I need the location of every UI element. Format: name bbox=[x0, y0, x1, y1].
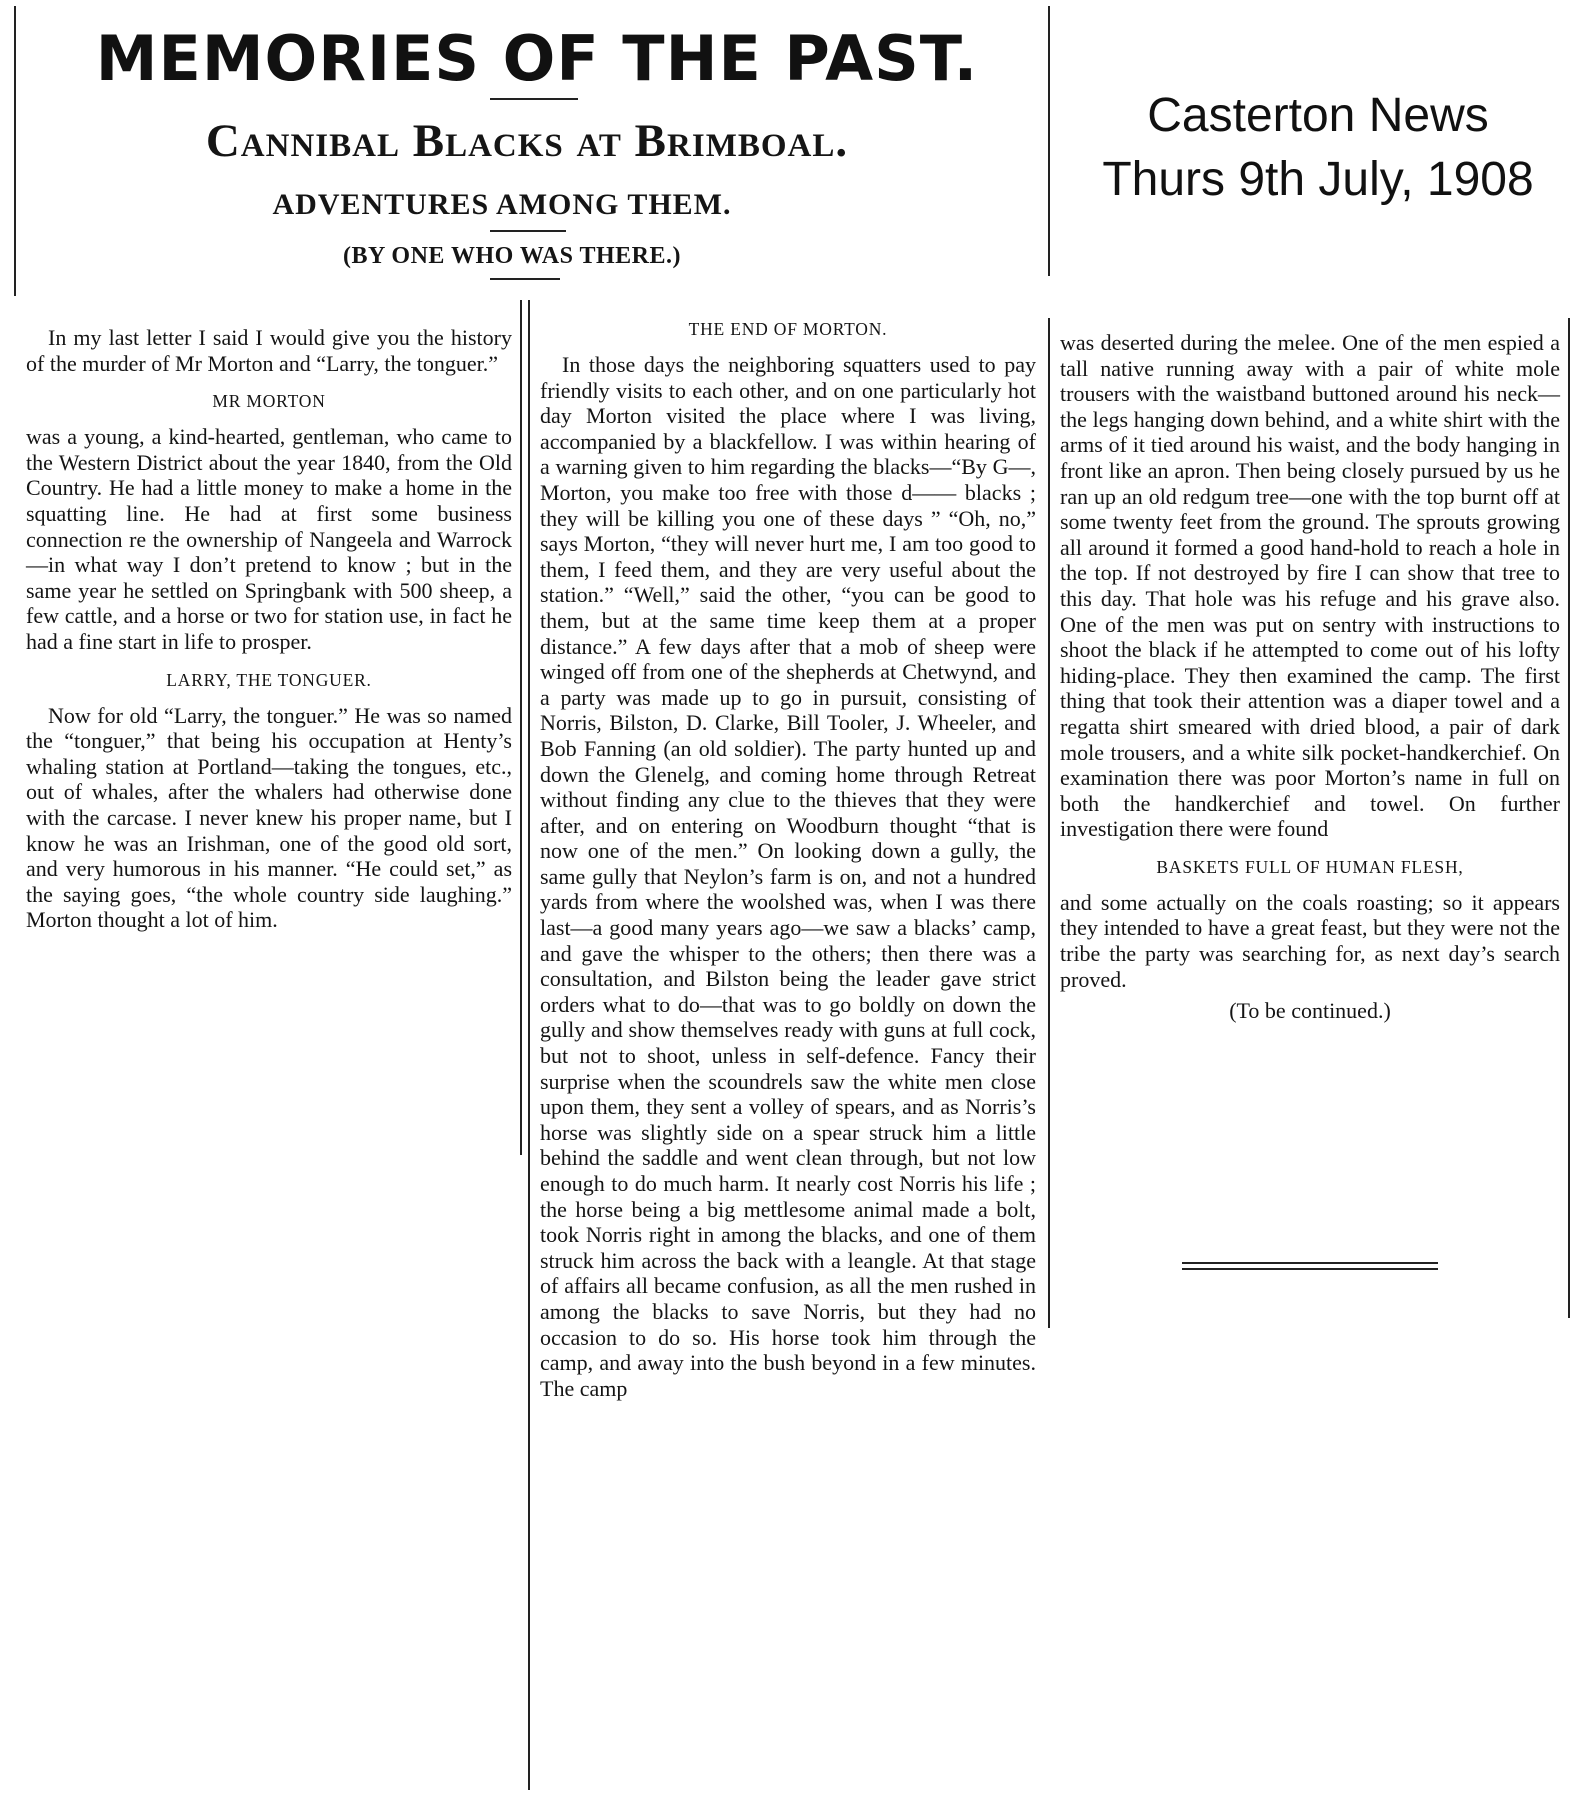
paragraph-feast: and some actually on the coals roasting; so it appears they intended to have a great feast, but they were not the tribe the party was searching for, as next day’s search proved. bbox=[1060, 889, 1560, 992]
deck: ADVENTURES AMONG THEM. bbox=[272, 188, 732, 221]
headline: MEMORIES OF THE PAST. bbox=[95, 22, 979, 95]
byline: (BY ONE WHO WAS THERE.) bbox=[342, 243, 682, 269]
intro-paragraph: In my last letter I said I would give you the history of the murder of Mr Morton and “Larry, the tonguer.” bbox=[26, 325, 512, 376]
section-heading-end-of-morton: THE END OF MORTON. bbox=[688, 319, 888, 339]
masthead-right-border bbox=[1048, 6, 1050, 276]
byline-rule bbox=[490, 278, 560, 280]
headline-rule bbox=[490, 98, 578, 100]
to-be-continued: (To be continued.) bbox=[1229, 998, 1391, 1024]
source-caption bbox=[1058, 84, 1578, 212]
section-heading-mr-morton: MR MORTON bbox=[212, 391, 326, 412]
column-rule-1 bbox=[520, 300, 522, 1155]
paragraph-larry: Now for old “Larry, the tonguer.” He was so named the “tonguer,” that being his occupation at Henty’s whaling station at Portland—taking the tongues, etc., out of whales, after the whalers had otherwise done with the carcase. I never knew his proper name, but I know he was an Irishman, one of the good old sort, and very humorous in his manner. “He could set,” as the saying goes, “the whole country side laughing.” Morton thought a lot of him. bbox=[26, 702, 512, 933]
deck-rule bbox=[490, 230, 566, 232]
column-3 bbox=[1060, 330, 1560, 1024]
end-rule-top bbox=[1182, 1262, 1438, 1264]
caption-publication: Casterton News bbox=[1147, 89, 1489, 142]
masthead-left-border bbox=[14, 6, 16, 296]
masthead bbox=[12, 8, 1052, 300]
end-rule-bottom bbox=[1182, 1268, 1438, 1270]
paragraph-end-of-morton: In those days the neighboring squatters used to pay friendly visits to each other, and on one particularly hot day Morton visited the place where I was living, accompanied by a blackfellow. I was within hearing of a warning given to him regarding the blacks—“By G—, Morton, you make too free with those d—— blacks ; they will be killing you one of these days ” “Oh, no,” says Morton, “they will never hurt me, I am too good to them, I feed them, and they are very useful about the station.” “Well,” said the other, “you can be good to them, but at the same time keep them at a proper distance.” A few days after that a mob of sheep were winged off from one of the shepherds at Chetwynd, and a party was made up to go in pursuit, consisting of Norris, Bilston, D. Clarke, Bill Tooler, J. Wheeler, and Bob Fanning (an old soldier). The party hunted up and down the Glenelg, and coming home through Retreat without finding any clue to the thieves that they were after, and on entering on Woodburn thought “that is now one of the men.” On looking down a gully, the same gully that Neylon’s farm is on, and not a hundred yards from where the woolshed was, when I was there last—a good many years ago—we saw a blacks’ camp, and gave the whisper to the others; then there was a consultation, and Bilston being the leader gave strict orders what to do—that was to go boldly on down the gully and show themselves ready with guns at full cock, but not to shoot, unless in self-defence. Fancy their surprise when the scoundrels saw the white men close upon them, they sent a volley of spears, and as Norris’s horse was slightly side on a spear struck him a little behind the saddle and went clean through, but not low enough to do much harm. It nearly cost Norris his life ; the horse being a big mettlesome animal made a bolt, took Norris right in among the blacks, and one of them struck him across the back with a leangle. At that stage of affairs all became confusion, as all the men rushed in among the blacks to save Norris, but they had no occasion to do so. His horse took him through the camp, and away into the bush beyond in a few minutes. The camp bbox=[540, 352, 1036, 1401]
column-1 bbox=[26, 325, 512, 933]
column-2 bbox=[540, 318, 1036, 1401]
subheadline: Cannibal Blacks at Brimboal. bbox=[205, 115, 849, 167]
section-heading-baskets: BASKETS FULL OF HUMAN FLESH, bbox=[1156, 856, 1464, 877]
caption-date: Thurs 9th July, 1908 bbox=[1102, 153, 1534, 206]
column-rule-3 bbox=[1048, 318, 1050, 1328]
column-rule-4 bbox=[1568, 318, 1570, 1318]
paragraph-mr-morton: was a young, a kind-hearted, gentleman, who came to the Western District about the year 1840, from the Old Country. He had a little money to make a home in the squatting line. He had at first some business connection re the ownership of Nangeela and Warrock—in what way I don’t pretend to know ; but in the same year he settled on Springbank with 500 sheep, a few cattle, and a horse or two for station use, in fact he had a fine start in life to prosper. bbox=[26, 424, 512, 654]
paragraph-melee: was deserted during the melee. One of the men espied a tall native running away with a pair of white mole trousers with the waistband buttoned around his neck—the legs hanging down behind, and a white shirt with the arms of it tied around his waist, and the body hanging in front like an apron. Then being closely pursued by us he ran up an old redgum tree—one with the top burnt off at some twenty feet from the ground. The sprouts growing all around it formed a good hand-hold to reach a hole in the top. If not destroyed by fire I can show that tree to this day. That hole was his refuge and his grave also. One of the men was put on sentry with instructions to shoot the black if he attempted to come out of his lofty hiding-place. They then examined the camp. The first thing that took their attention was a diaper towel and a regatta shirt smeared with dried blood, a pair of dark mole trousers, and a white silk pocket-handkerchief. On examination there was poor Morton’s name in full on both the handkerchief and towel. On further investigation there were found bbox=[1060, 330, 1560, 842]
column-rule-2 bbox=[528, 300, 530, 1790]
section-heading-larry: LARRY, THE TONGUER. bbox=[166, 669, 372, 690]
